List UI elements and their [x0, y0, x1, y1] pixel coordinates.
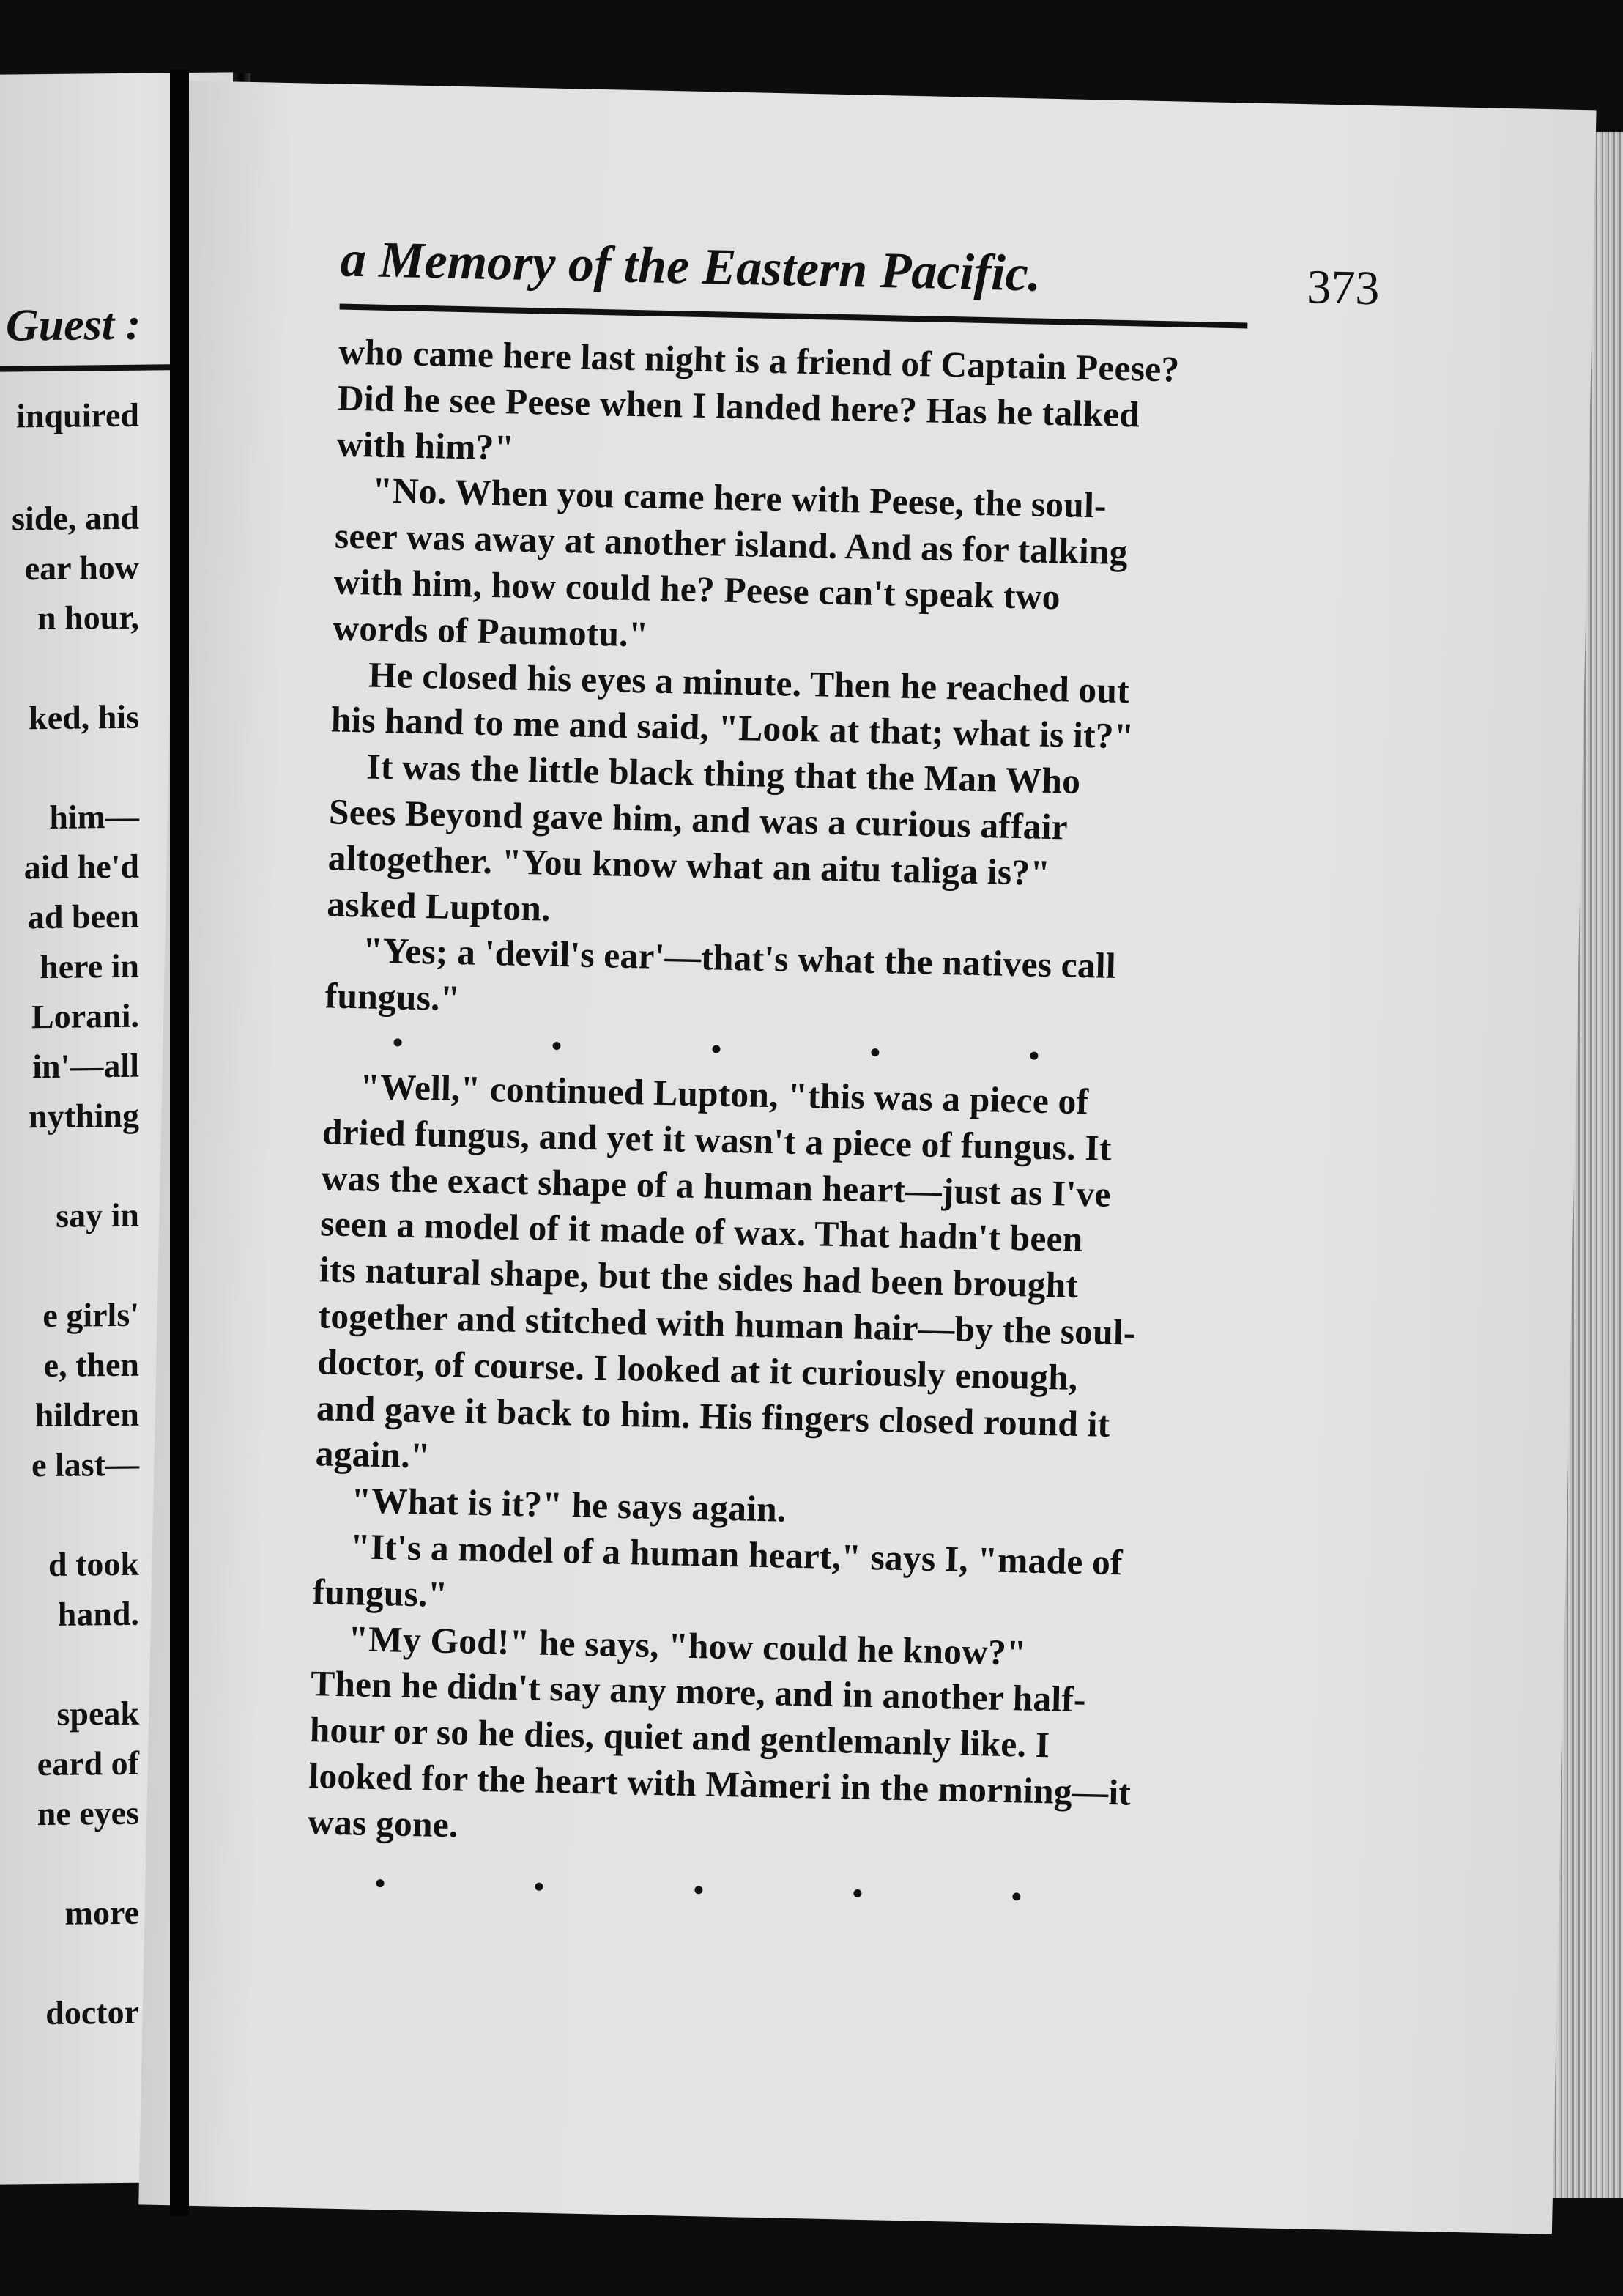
header-rule: [340, 304, 1248, 329]
left-line: speak: [56, 1694, 139, 1733]
paragraph: [315, 1063, 1232, 1496]
left-line: aid he'd: [23, 847, 139, 886]
left-line: him—: [49, 797, 139, 836]
left-line: say in: [56, 1196, 139, 1234]
dot-ornament: [694, 1886, 702, 1894]
text-line: fungus.": [312, 1571, 448, 1615]
text-line: seen a model of it made of wax. That hadn't been: [319, 1203, 1084, 1260]
text-line: altogether. "You know what an aitu taliga is?": [327, 837, 1051, 893]
left-line: ked, his: [29, 697, 139, 737]
text-line: fungus.": [324, 975, 461, 1019]
left-line: hand.: [57, 1594, 139, 1633]
dot-ornament: [853, 1889, 861, 1897]
page-number: 373: [1306, 260, 1381, 316]
text-line: "What is it?" he says again.: [350, 1480, 787, 1530]
body-text: [306, 330, 1247, 1923]
text-line: Then he didn't say any more, and in another half-: [310, 1663, 1087, 1720]
left-line: here in: [40, 947, 139, 986]
dot-ornament: [535, 1883, 543, 1891]
left-line: eard of: [37, 1744, 139, 1783]
paragraph: [327, 744, 1238, 947]
text-line: dried fungus, and yet it wasn't a piece of fungus. It: [322, 1111, 1113, 1169]
dot-ornament: [871, 1048, 879, 1056]
text-line: who came here last night is a friend of Captain Peese?: [338, 331, 1180, 390]
text-line: was the exact shape of a human heart—just as I've: [321, 1157, 1112, 1215]
text-line: doctor, of course. I looked at it curiously enough,: [316, 1341, 1079, 1398]
running-header: a Memory of the Eastern Pacific.: [340, 231, 1042, 303]
left-line: ear how: [24, 548, 139, 588]
dot-ornament: [376, 1879, 384, 1887]
text-line: hour or so he dies, quiet and gentlemanly like. I: [309, 1709, 1050, 1766]
right-page: [138, 81, 1596, 2234]
left-line: doctor: [45, 1993, 139, 2032]
left-line: d took: [48, 1544, 139, 1583]
dot-ornament: [553, 1042, 561, 1050]
left-line: side, and: [12, 498, 139, 538]
paragraph: [336, 330, 1247, 486]
text-line: again.": [315, 1433, 431, 1476]
text-line: "No. When you came here with Peese, the soul-: [371, 470, 1107, 526]
left-line: e last—: [31, 1445, 139, 1484]
text-line: and gave it back to him. His fingers closed round it: [316, 1387, 1110, 1445]
text-line: "My God!" he says, "how could he know?": [347, 1618, 1028, 1673]
text-line: looked for the heart with Màmeri in the morning—it: [308, 1755, 1132, 1813]
text-line: words of Paumotu.": [332, 607, 650, 655]
text-line: "Well," continued Lupton, "this was a piece of: [359, 1066, 1089, 1122]
text-line: He closed his eyes a minute. Then he reached out: [368, 654, 1130, 711]
text-line: was gone.: [307, 1801, 459, 1845]
dot-ornament: [712, 1045, 720, 1053]
text-line: with him?": [336, 423, 515, 468]
left-line: more: [64, 1893, 139, 1932]
left-line: ne eyes: [37, 1793, 139, 1833]
left-line: e girls': [42, 1295, 139, 1335]
left-line: ad been: [27, 897, 139, 936]
text-line: his hand to me and said, "Look at that; what is it?": [330, 699, 1134, 757]
text-line: seer was away at another island. And as for talking: [334, 515, 1129, 573]
paragraph: [308, 1615, 1220, 1864]
left-line: inquired: [16, 396, 139, 435]
left-line: nything: [29, 1096, 139, 1136]
left-line: in'—all: [32, 1046, 139, 1086]
text-line: Did he see Peese when I landed here? Has he talked: [337, 377, 1140, 435]
text-line: together and stitched with human hair—by the soul-: [318, 1295, 1137, 1353]
dot-ornament: [1012, 1892, 1020, 1900]
left-line: n hour,: [37, 598, 139, 637]
dot-ornament: [1030, 1052, 1038, 1060]
section-break-dots: [376, 1862, 1021, 1919]
text-line: with him, how could he? Peese can't speak two: [333, 561, 1061, 618]
paragraph: [333, 467, 1244, 670]
text-line: "Yes; a 'devil's ear'—that's what the natives call: [362, 930, 1117, 987]
text-line: asked Lupton.: [326, 883, 551, 929]
book-fold-shadow: [170, 70, 189, 2216]
left-line: e, then: [43, 1345, 139, 1385]
left-running-header: Guest :: [6, 299, 141, 351]
text-line: "It's a model of a human heart," says I, "made of: [349, 1526, 1124, 1583]
left-line: hildren: [34, 1395, 139, 1434]
text-line: Sees Beyond gave him, and was a curious affair: [328, 791, 1069, 848]
text-line: It was the little black thing that the Man Who: [365, 746, 1081, 802]
left-line: Lorani.: [31, 996, 139, 1036]
text-line: its natural shape, but the sides had been brought: [319, 1249, 1079, 1306]
dot-ornament: [393, 1039, 401, 1047]
